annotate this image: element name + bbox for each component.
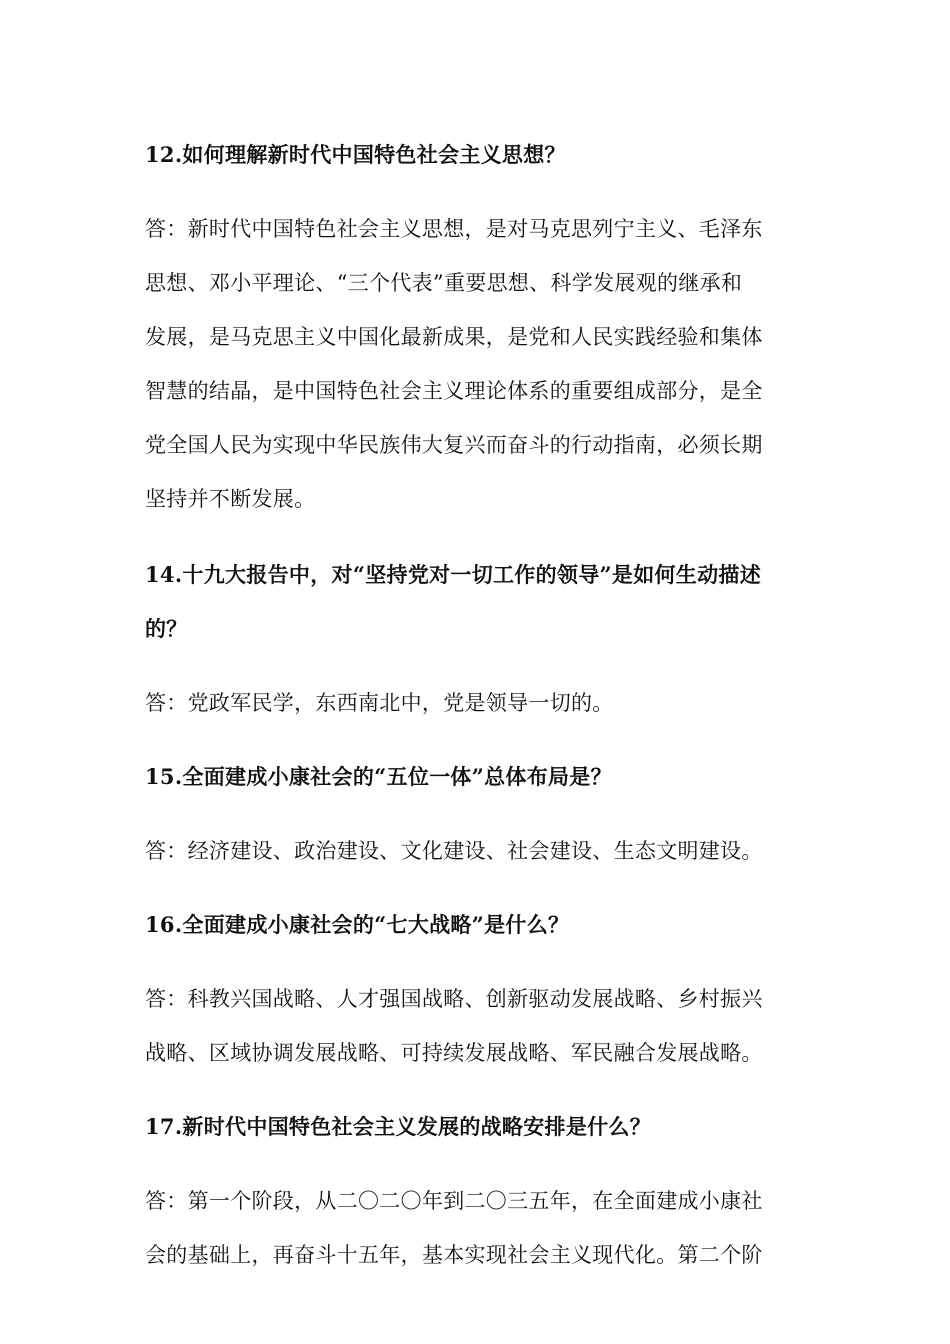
question-16: 16.全面建成小康社会的“七大战略”是什么？: [145, 912, 570, 937]
answer-15: 答：经济建设、政治建设、文化建设、社会建设、生态文明建设。: [145, 839, 763, 863]
answer-line: 坚持并不断发展。: [145, 487, 316, 511]
answer-12: [145, 202, 810, 526]
answer-line: 智慧的结晶，是中国特色社会主义理论体系的重要组成部分，是全: [145, 379, 763, 403]
question-14: [145, 548, 810, 656]
answer-line: 发展，是马克思主义中国化最新成果，是党和人民实践经验和集体: [145, 325, 763, 349]
answer-line: 答：新时代中国特色社会主义思想，是对马克思列宁主义、毛泽东: [145, 217, 763, 241]
answer-line: 思想、邓小平理论、“三个代表”重要思想、科学发展观的继承和: [145, 271, 743, 295]
question-line: 14.十九大报告中，对“坚持党对一切工作的领导”是如何生动描述: [145, 562, 761, 587]
answer-14: 答：党政军民学，东西南北中，党是领导一切的。: [145, 691, 614, 715]
document-body: [145, 128, 810, 1282]
question-line: 的？: [145, 616, 188, 641]
answer-17: [145, 1174, 810, 1282]
answer-line: 答：第一个阶段，从二〇二〇年到二〇三五年，在全面建成小康社: [145, 1189, 763, 1213]
answer-line: 战略、区域协调发展战略、可持续发展战略、军民融合发展战略。: [145, 1041, 763, 1065]
answer-line: 党全国人民为实现中华民族伟大复兴而奋斗的行动指南，必须长期: [145, 433, 763, 457]
answer-16: [145, 972, 810, 1080]
question-15: 15.全面建成小康社会的“五位一体”总体布局是？: [145, 764, 612, 789]
question-17: 17.新时代中国特色社会主义发展的战略安排是什么？: [145, 1114, 652, 1139]
answer-line: 会的基础上，再奋斗十五年，基本实现社会主义现代化。第二个阶: [145, 1243, 763, 1267]
answer-line: 答：科教兴国战略、人才强国战略、创新驱动发展战略、乡村振兴: [145, 987, 763, 1011]
question-12: 12.如何理解新时代中国特色社会主义思想？: [145, 142, 566, 167]
